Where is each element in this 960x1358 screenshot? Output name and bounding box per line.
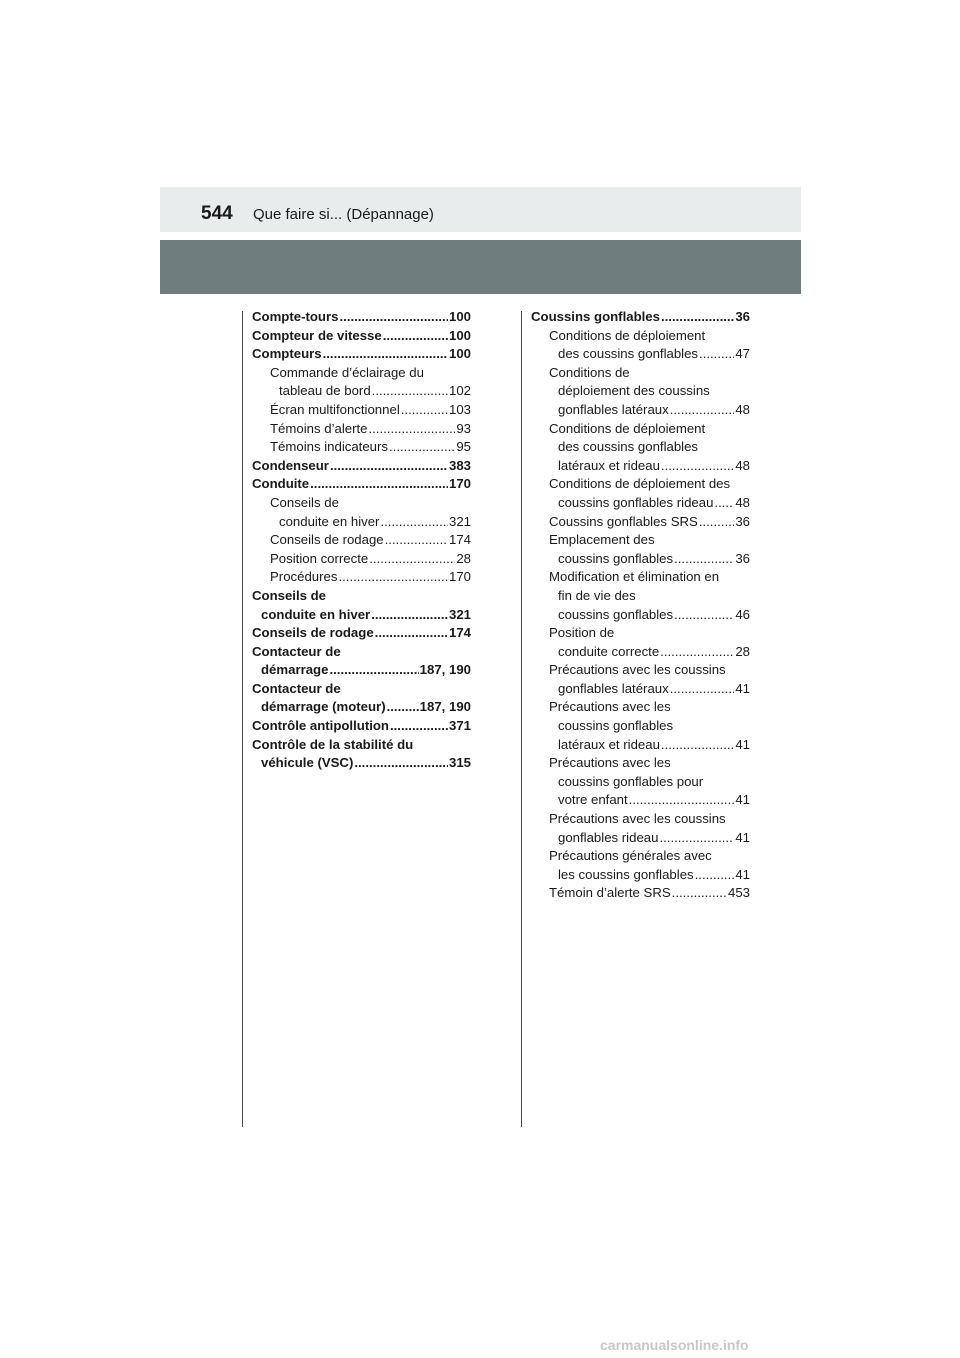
dot-leader xyxy=(674,550,734,569)
page-reference: 187, 190 xyxy=(419,662,471,678)
index-entry xyxy=(531,364,750,420)
index-entry-line xyxy=(549,624,750,643)
index-entry-line xyxy=(270,550,471,569)
index-term: Modification et élimination en xyxy=(549,569,720,585)
index-entry-line xyxy=(549,736,750,755)
index-term: Coussins gonflables xyxy=(531,309,660,324)
dot-leader xyxy=(661,308,734,327)
index-entry xyxy=(252,420,471,439)
index-entry-line xyxy=(252,606,471,625)
index-entry xyxy=(252,457,471,476)
index-term: latéraux et rideau xyxy=(558,736,660,752)
page-reference: 28 xyxy=(735,643,750,659)
index-entry-line xyxy=(270,494,471,513)
page-reference: 103 xyxy=(448,401,471,417)
index-term: latéraux et rideau xyxy=(558,457,660,473)
index-term: Emplacement des xyxy=(549,532,655,548)
index-term: Contrôle antipollution xyxy=(252,718,389,734)
index-entry xyxy=(252,327,471,346)
index-term: Compteurs xyxy=(252,346,322,362)
page-reference: 170 xyxy=(448,569,471,585)
page-reference: 93 xyxy=(456,420,471,436)
dot-leader xyxy=(329,661,418,680)
column-rule-middle xyxy=(521,311,522,1127)
index-entry xyxy=(252,736,471,773)
index-entry-line xyxy=(252,457,471,476)
index-term: gonflables rideau xyxy=(558,829,659,845)
page-reference: 100 xyxy=(448,346,471,362)
index-term: gonflables latéraux xyxy=(558,680,669,696)
dot-leader xyxy=(629,791,735,810)
page-reference: 41 xyxy=(735,792,750,808)
index-term: Conseils de xyxy=(252,587,327,603)
dot-leader xyxy=(661,457,734,476)
page-reference: 383 xyxy=(448,457,471,473)
index-term: Compteur de vitesse xyxy=(252,327,382,343)
index-entry-line xyxy=(252,661,471,680)
dot-leader xyxy=(660,643,734,662)
index-entry-line xyxy=(252,736,471,755)
dot-leader xyxy=(389,438,455,457)
index-term: Procédures xyxy=(270,569,338,585)
index-entry xyxy=(252,624,471,643)
page-reference: 102 xyxy=(448,383,471,399)
index-term: Précautions avec les coussins xyxy=(549,662,726,678)
index-entry xyxy=(252,438,471,457)
index-term: gonflables latéraux xyxy=(558,401,669,417)
page-reference: 174 xyxy=(448,532,471,548)
dot-leader xyxy=(699,513,735,532)
index-term: véhicule (VSC) xyxy=(261,755,354,771)
dot-leader xyxy=(714,494,734,513)
index-entry xyxy=(252,643,471,680)
page-reference: 321 xyxy=(448,513,471,529)
index-entry xyxy=(252,364,471,401)
index-entry xyxy=(252,717,471,736)
index-entry xyxy=(531,327,750,364)
index-entry-line xyxy=(270,513,471,532)
page-reference: 371 xyxy=(448,718,471,734)
dot-leader xyxy=(387,698,419,717)
index-entry-line xyxy=(549,494,750,513)
index-term: Compte-tours xyxy=(252,309,339,324)
watermark: carmanualsonline.info xyxy=(600,1337,749,1353)
index-entry-line xyxy=(549,364,750,383)
header-band xyxy=(160,240,801,294)
index-entry-line xyxy=(549,661,750,680)
index-entry xyxy=(531,531,750,568)
dot-leader xyxy=(670,401,735,420)
index-term: coussins gonflables pour xyxy=(558,773,704,789)
column-rule-left xyxy=(242,311,243,1127)
index-term: Témoins d’alerte xyxy=(270,420,368,436)
index-entry-line xyxy=(549,420,750,439)
index-term: Écran multifonctionnel xyxy=(270,401,400,417)
dot-leader xyxy=(695,866,735,885)
index-entry xyxy=(252,308,471,327)
dot-leader xyxy=(659,829,734,848)
dot-leader xyxy=(672,884,727,903)
index-entry xyxy=(531,513,750,532)
page-reference: 187, 190 xyxy=(419,699,471,715)
dot-leader xyxy=(385,531,448,550)
index-entry-line xyxy=(549,847,750,866)
index-entry-line xyxy=(549,698,750,717)
section-title: Que faire si... (Dépannage) xyxy=(253,206,434,223)
index-entry-line xyxy=(252,643,471,662)
index-term: Conduite xyxy=(252,476,310,492)
page-reference: 100 xyxy=(448,309,471,324)
page-reference: 46 xyxy=(735,606,750,622)
dot-leader xyxy=(390,717,448,736)
index-entry-line xyxy=(549,643,750,662)
index-entry-line xyxy=(549,513,750,532)
page-reference: 47 xyxy=(735,346,750,362)
index-term: Conseils de xyxy=(270,494,339,510)
index-entry xyxy=(531,754,750,810)
index-entry-line xyxy=(549,587,750,606)
dot-leader xyxy=(372,382,448,401)
index-entry-line xyxy=(549,884,750,903)
index-entry xyxy=(252,401,471,420)
dot-leader xyxy=(369,550,455,569)
index-term: coussins gonflables rideau xyxy=(558,494,714,510)
index-entry-line xyxy=(270,382,471,401)
index-term: Témoin d’alerte SRS xyxy=(549,885,671,901)
page-reference: 170 xyxy=(448,476,471,492)
index-entry-line xyxy=(252,717,471,736)
index-entry xyxy=(252,475,471,494)
dot-leader xyxy=(380,513,448,532)
index-entry xyxy=(252,345,471,364)
index-entry xyxy=(252,531,471,550)
index-term: coussins gonflables xyxy=(558,718,674,734)
index-column-left xyxy=(252,308,471,773)
index-entry xyxy=(252,568,471,587)
page-reference: 48 xyxy=(735,457,750,473)
index-term: Position de xyxy=(549,625,615,641)
index-entry-line xyxy=(252,624,471,643)
index-term: Contacteur de xyxy=(252,643,341,659)
page-reference: 41 xyxy=(735,680,750,696)
index-entry-line xyxy=(549,810,750,829)
index-entry-line xyxy=(549,382,750,401)
index-term: Précautions générales avec xyxy=(549,848,712,864)
index-entry-line xyxy=(270,568,471,587)
index-term: Contacteur de xyxy=(252,680,341,696)
index-term: déploiement des coussins xyxy=(558,383,710,399)
index-term: Conseils de rodage xyxy=(252,625,374,641)
index-entry xyxy=(252,587,471,624)
dot-leader xyxy=(371,606,448,625)
page-reference: 100 xyxy=(448,327,471,343)
index-term: Précautions avec les xyxy=(549,755,671,771)
index-entry-line xyxy=(549,754,750,773)
index-entry xyxy=(531,661,750,698)
index-entry-line xyxy=(549,791,750,810)
index-term: conduite correcte xyxy=(558,643,660,659)
index-entry-line xyxy=(549,680,750,699)
page-reference: 48 xyxy=(735,494,750,510)
page-reference: 36 xyxy=(735,550,750,566)
page-reference: 321 xyxy=(448,606,471,622)
dot-leader xyxy=(354,754,448,773)
index-entry-line xyxy=(252,754,471,773)
index-entry-line xyxy=(549,829,750,848)
index-term: démarrage xyxy=(261,662,329,678)
dot-leader xyxy=(661,736,734,755)
dot-leader xyxy=(401,401,448,420)
index-entry-line xyxy=(531,308,750,327)
index-entry-line xyxy=(252,587,471,606)
index-term: Coussins gonflables SRS xyxy=(549,513,698,529)
index-term: Conditions de xyxy=(549,364,630,380)
dot-leader xyxy=(310,475,448,494)
page-reference: 48 xyxy=(735,401,750,417)
index-term: coussins gonflables xyxy=(558,550,674,566)
page-reference: 41 xyxy=(735,736,750,752)
page-reference: 36 xyxy=(735,309,750,324)
index-entry-line xyxy=(549,717,750,736)
index-entry-line xyxy=(549,475,750,494)
index-entry xyxy=(531,847,750,884)
index-entry-line xyxy=(549,438,750,457)
index-term: Contrôle de la stabilité du xyxy=(252,736,414,752)
page-reference: 28 xyxy=(456,550,471,566)
dot-leader xyxy=(330,457,448,476)
page-reference: 41 xyxy=(735,829,750,845)
index-term: Condenseur xyxy=(252,457,329,473)
index-term: Conditions de déploiement xyxy=(549,420,706,436)
index-entry-line xyxy=(549,327,750,346)
dot-leader xyxy=(674,606,734,625)
index-entry xyxy=(531,884,750,903)
dot-leader xyxy=(368,420,455,439)
index-term: Position correcte xyxy=(270,550,369,566)
index-entry-line xyxy=(549,457,750,476)
index-entry-line xyxy=(549,531,750,550)
page-reference: 41 xyxy=(735,866,750,882)
index-entry-line xyxy=(252,345,471,364)
index-entry xyxy=(531,420,750,476)
page-number: 544 xyxy=(201,203,233,224)
index-entry-line xyxy=(549,568,750,587)
index-entry-line xyxy=(252,698,471,717)
index-entry-line xyxy=(270,438,471,457)
index-entry-line xyxy=(549,773,750,792)
index-term: les coussins gonflables xyxy=(558,866,694,882)
index-entry-line xyxy=(270,531,471,550)
index-entry xyxy=(531,308,750,327)
index-entry-line xyxy=(549,866,750,885)
index-entry-line xyxy=(252,327,471,346)
index-entry-line xyxy=(252,475,471,494)
index-term: Précautions avec les coussins xyxy=(549,811,726,827)
index-term: Témoins indicateurs xyxy=(270,439,389,455)
index-term: conduite en hiver xyxy=(261,606,371,622)
index-term: des coussins gonflables xyxy=(558,439,699,455)
index-term: Conditions de déploiement des xyxy=(549,476,731,492)
index-entry xyxy=(531,698,750,754)
index-entry-line xyxy=(270,401,471,420)
index-entry-line xyxy=(252,680,471,699)
dot-leader xyxy=(699,345,734,364)
index-entry xyxy=(531,568,750,624)
page-reference: 315 xyxy=(448,755,471,771)
index-entry xyxy=(531,810,750,847)
page-reference: 174 xyxy=(448,625,471,641)
dot-leader xyxy=(375,624,448,643)
index-column-right xyxy=(531,308,750,903)
index-entry xyxy=(252,550,471,569)
page-reference: 95 xyxy=(456,439,471,455)
dot-leader xyxy=(323,345,448,364)
dot-leader xyxy=(339,308,448,327)
index-term: conduite en hiver xyxy=(279,513,380,529)
index-entry xyxy=(531,475,750,512)
index-term: coussins gonflables xyxy=(558,606,674,622)
index-term: Précautions avec les xyxy=(549,699,671,715)
index-term: Commande d’éclairage du xyxy=(270,364,424,380)
index-entry-line xyxy=(270,420,471,439)
index-term: Conseils de rodage xyxy=(270,532,384,548)
index-term: tableau de bord xyxy=(279,383,371,399)
dot-leader xyxy=(383,327,448,346)
index-entry xyxy=(252,680,471,717)
index-entry-line xyxy=(549,550,750,569)
index-entry-line xyxy=(549,345,750,364)
index-term: démarrage (moteur) xyxy=(261,699,386,715)
dot-leader xyxy=(670,680,735,699)
index-term: votre enfant xyxy=(558,792,628,808)
index-entry-line xyxy=(549,401,750,420)
dot-leader xyxy=(338,568,448,587)
index-entry xyxy=(252,494,471,531)
page-reference: 36 xyxy=(735,513,750,529)
index-term: Conditions de déploiement xyxy=(549,327,706,343)
index-term: des coussins gonflables xyxy=(558,346,699,362)
index-term: fin de vie des xyxy=(558,587,636,603)
index-entry-line xyxy=(252,308,471,327)
index-entry-line xyxy=(270,364,471,383)
page-reference: 453 xyxy=(727,885,750,901)
index-entry xyxy=(531,624,750,661)
index-entry-line xyxy=(549,606,750,625)
